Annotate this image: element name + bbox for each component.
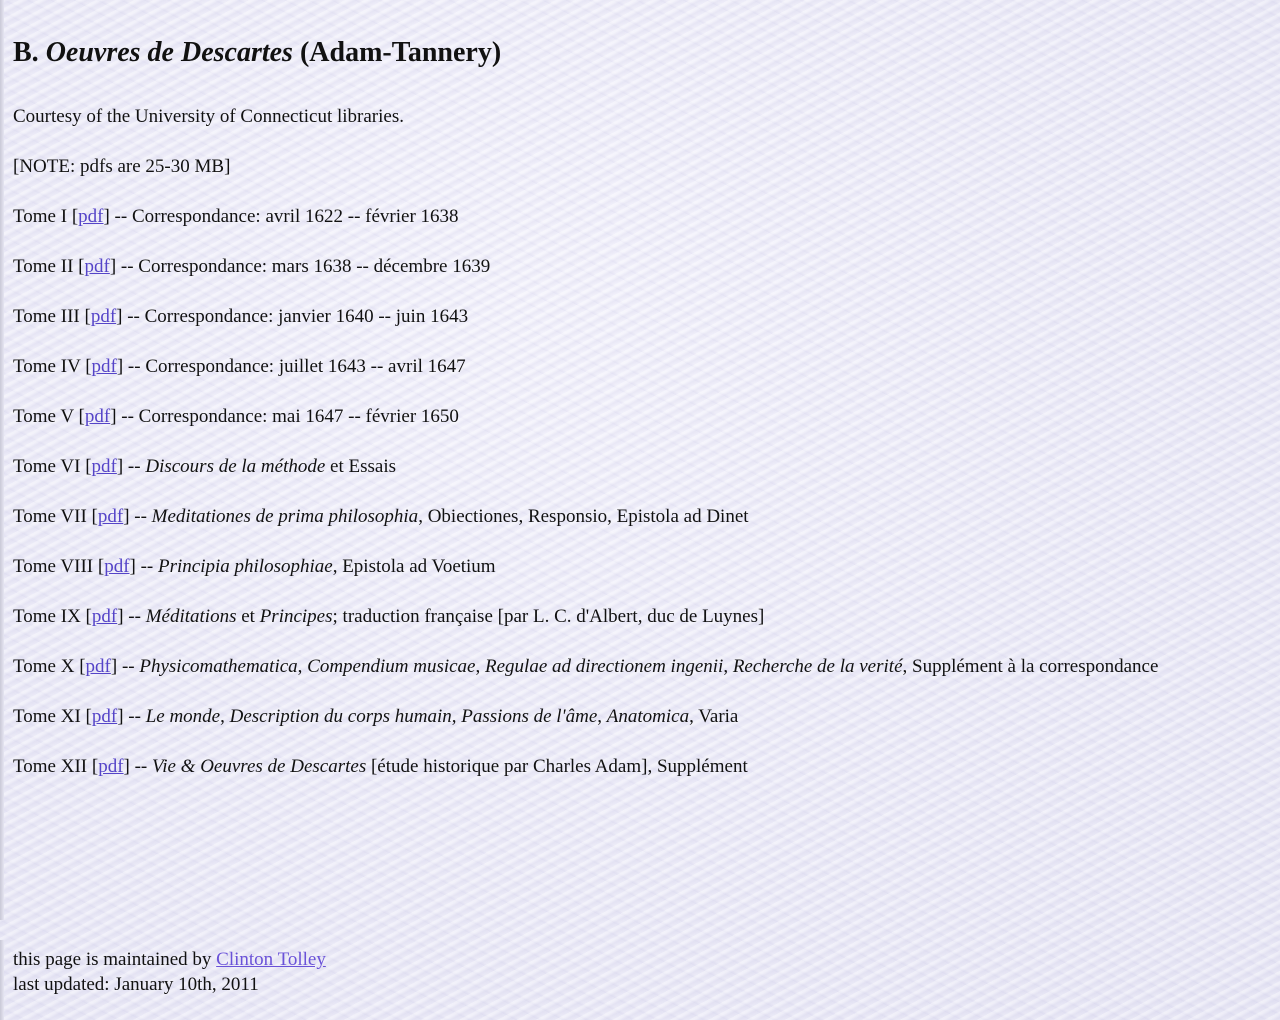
tome-entry: Tome VII [pdf] -- Meditationes de prima philosophia, Obiectiones, Responsio, Epistola ad Dinet [13, 506, 749, 527]
tome-label: Tome XII [13, 756, 88, 777]
tome-entry: Tome XII [pdf] -- Vie & Oeuvres de Descartes [étude historique par Charles Adam], Supplément [13, 756, 748, 777]
tome-entry: Tome VIII [pdf] -- Principia philosophiae, Epistola ad Voetium [13, 556, 496, 577]
page-left-edge [0, 0, 4, 920]
work-title: Principes [259, 606, 333, 627]
tome-description: , Supplément à la correspondance [902, 656, 1159, 677]
tome-description: , [220, 706, 230, 727]
tome-label: Tome VIII [13, 556, 94, 577]
tome-entry: Tome V [pdf] -- Correspondance: mai 1647 -- février 1650 [13, 406, 459, 427]
page-left-edge-lower [0, 940, 4, 1020]
tome-pdf-link[interactable]: pdf [91, 356, 117, 377]
tome-pdf-link[interactable]: pdf [104, 556, 130, 577]
tome-label: Tome XI [13, 706, 81, 727]
page-footer [13, 947, 326, 997]
tome-entry: Tome III [pdf] -- Correspondance: janvier 1640 -- juin 1643 [13, 306, 469, 327]
tome-entry: Tome VI [pdf] -- Discours de la méthode et Essais [13, 456, 397, 477]
tome-label: Tome VI [13, 456, 81, 477]
tome-description: , Epistola ad Voetium [332, 556, 496, 577]
tome-pdf-link[interactable]: pdf [91, 706, 118, 727]
tome-description: , [475, 656, 485, 677]
last-updated: last updated: January 10th, 2011 [13, 974, 259, 995]
tome-label: Tome I [13, 206, 68, 227]
tome-entry: Tome IV [pdf] -- Correspondance: juillet 1643 -- avril 1647 [13, 356, 466, 377]
tome-description: , [451, 706, 462, 727]
tome-description: , [723, 656, 733, 677]
tome-description: et Essais [325, 456, 397, 477]
tome-pdf-link[interactable]: pdf [91, 606, 118, 627]
tome-label: Tome II [13, 256, 79, 277]
work-title: Description du corps humain [229, 706, 452, 727]
maintainer-line: this page is maintained by Clinton Tolley [13, 949, 326, 970]
tome-entry: Tome X [pdf] -- Physicomathematica, Compendium musicae, Regulae ad directionem ingenii, Recherche de la verité, Supplément à la correspondance [13, 656, 1159, 677]
tome-pdf-link[interactable]: pdf [98, 756, 124, 777]
tome-label: Tome VII [13, 506, 87, 527]
work-title: Principia philosophiae [158, 556, 333, 577]
tome-description: [étude historique par Charles Adam], Supplément [366, 756, 748, 777]
work-title: Vie & Oeuvres de Descartes [152, 756, 367, 777]
main-content [13, 30, 1273, 806]
tome-description: Correspondance: mars 1638 -- décembre 1639 [138, 256, 491, 277]
size-note: [NOTE: pdfs are 25-30 MB] [13, 156, 231, 177]
tome-entry: Tome IX [pdf] -- Méditations et Principes; traduction française [par L. C. d'Albert, duc de Luynes] [13, 606, 765, 627]
work-title: Physicomathematica [139, 656, 298, 677]
work-title: Recherche de la verité [732, 656, 903, 677]
maintainer-link[interactable]: Clinton Tolley [216, 949, 326, 970]
page-title-italic: Oeuvres de Descartes [45, 37, 293, 68]
tome-entry: Tome I [pdf] -- Correspondance: avril 1622 -- février 1638 [13, 206, 459, 227]
work-title: Compendium musicae [307, 656, 476, 677]
tome-pdf-link[interactable]: pdf [84, 256, 110, 277]
work-title: Regulae ad directionem ingenii [485, 656, 724, 677]
tome-label: Tome X [13, 656, 75, 677]
tome-label: Tome III [13, 306, 80, 327]
tome-label: Tome IV [13, 356, 81, 377]
tome-entry: Tome XI [pdf] -- Le monde, Description du corps humain, Passions de l'âme, Anatomica, Varia [13, 706, 739, 727]
tome-label: Tome V [13, 406, 74, 427]
tome-entry: Tome II [pdf] -- Correspondance: mars 1638 -- décembre 1639 [13, 256, 491, 277]
work-title: Méditations [145, 606, 237, 627]
tome-pdf-link[interactable]: pdf [84, 406, 111, 427]
tome-list [13, 206, 1273, 806]
tome-pdf-link[interactable]: pdf [78, 206, 104, 227]
work-title: Discours de la méthode [145, 456, 326, 477]
tome-description: Correspondance: avril 1622 -- février 1638 [131, 206, 459, 227]
page-title: B. Oeuvres de Descartes (Adam-Tannery) [13, 37, 502, 68]
tome-description: et [236, 606, 260, 627]
tome-pdf-link[interactable]: pdf [85, 656, 111, 677]
work-title: Le monde [145, 706, 221, 727]
tome-pdf-link[interactable]: pdf [91, 456, 117, 477]
tome-pdf-link[interactable]: pdf [90, 306, 117, 327]
tome-description: Correspondance: mai 1647 -- février 1650 [138, 406, 459, 427]
courtesy-text: Courtesy of the University of Connecticut libraries. [13, 106, 404, 127]
work-title: Meditationes de prima philosophia [151, 506, 419, 527]
tome-description: , [597, 706, 607, 727]
tome-description: , [297, 656, 308, 677]
tome-description: , Obiectiones, Responsio, Epistola ad Dinet [418, 506, 749, 527]
tome-description: Correspondance: juillet 1643 -- avril 1647 [145, 356, 466, 377]
work-title: Anatomica [606, 706, 690, 727]
tome-label: Tome IX [13, 606, 81, 627]
tome-description: , Varia [689, 706, 739, 727]
tome-description: ; traduction française [par L. C. d'Albert, duc de Luynes] [332, 606, 765, 627]
tome-description: Correspondance: janvier 1640 -- juin 1643 [144, 306, 469, 327]
tome-pdf-link[interactable]: pdf [97, 506, 124, 527]
work-title: Passions de l'âme [461, 706, 598, 727]
